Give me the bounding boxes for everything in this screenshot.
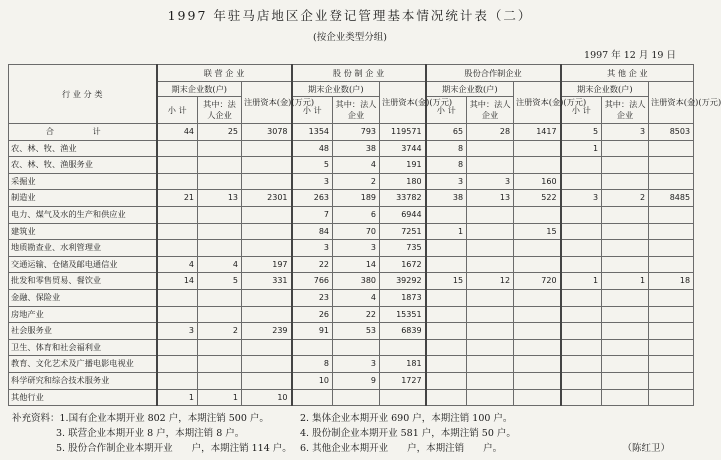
- table-cell: [514, 306, 561, 323]
- table-cell: [157, 289, 198, 306]
- table-cell: [198, 140, 242, 157]
- header-legal-person: 其中：法人企业: [198, 97, 242, 124]
- supplement-line-1: [12, 410, 513, 424]
- table-cell: 91: [292, 323, 333, 340]
- row-label: 地质勘查业、水利管理业: [9, 240, 157, 257]
- row-label: 卫生、体育和社会福利业: [9, 339, 157, 356]
- table-cell: 239: [242, 323, 292, 340]
- table-row: [9, 256, 694, 273]
- table-row: [9, 339, 694, 356]
- table-cell: 14: [157, 273, 198, 290]
- statistics-table: [8, 64, 721, 406]
- table-cell: [514, 256, 561, 273]
- table-cell: [649, 323, 694, 340]
- table-cell: [198, 372, 242, 389]
- table-cell: 38: [426, 190, 467, 207]
- table-cell: 70: [333, 223, 380, 240]
- table-cell: [649, 140, 694, 157]
- table-cell: 2: [333, 173, 380, 190]
- table-cell: [242, 173, 292, 190]
- table-cell: [467, 256, 514, 273]
- table-row: [9, 206, 694, 223]
- table-cell: 14: [333, 256, 380, 273]
- table-cell: [602, 389, 649, 406]
- table-cell: [602, 372, 649, 389]
- table-cell: [242, 356, 292, 373]
- row-label: 交通运输、仓储及邮电通信业: [9, 256, 157, 273]
- table-cell: 39292: [380, 273, 426, 290]
- table-cell: 3: [292, 240, 333, 257]
- table-cell: 1: [561, 140, 602, 157]
- table-cell: 189: [333, 190, 380, 207]
- table-cell: [649, 157, 694, 174]
- header-subtotal: 小 计: [426, 97, 467, 124]
- table-cell: 3744: [380, 140, 426, 157]
- row-label: 科学研究和综合技术服务业: [9, 372, 157, 389]
- table-cell: 1: [602, 273, 649, 290]
- table-cell: [467, 339, 514, 356]
- table-cell: [242, 339, 292, 356]
- table-cell: 10: [292, 372, 333, 389]
- table-cell: [157, 356, 198, 373]
- row-label: 教育、文化艺术及广播电影电视业: [9, 356, 157, 373]
- table-cell: 2: [198, 323, 242, 340]
- author-credit: （陈红卫）: [622, 443, 670, 454]
- table-cell: 3: [426, 173, 467, 190]
- table-cell: [602, 339, 649, 356]
- table-cell: 3078: [242, 124, 292, 141]
- table-cell: [602, 140, 649, 157]
- table-cell: [561, 356, 602, 373]
- table-cell: [426, 389, 467, 406]
- table-cell: [467, 323, 514, 340]
- table-cell: [561, 306, 602, 323]
- table-cell: 8: [426, 140, 467, 157]
- table-cell: [561, 206, 602, 223]
- table-cell: [467, 389, 514, 406]
- table-row: [9, 389, 694, 406]
- row-label: 其他行业: [9, 389, 157, 406]
- table-row: [9, 140, 694, 157]
- row-label: 采掘业: [9, 173, 157, 190]
- header-capital: 注册资本(金)(万元): [514, 82, 561, 124]
- table-cell: 119571: [380, 124, 426, 141]
- table-cell: [649, 173, 694, 190]
- table-cell: 522: [514, 190, 561, 207]
- table-cell: [242, 372, 292, 389]
- table-body: [9, 124, 694, 406]
- table-cell: 13: [198, 190, 242, 207]
- table-cell: [426, 339, 467, 356]
- table-cell: 4: [333, 157, 380, 174]
- table-cell: [602, 240, 649, 257]
- table-cell: [198, 173, 242, 190]
- table-cell: [198, 240, 242, 257]
- table-cell: [467, 140, 514, 157]
- table-cell: 23: [292, 289, 333, 306]
- row-label: 制造业: [9, 190, 157, 207]
- table-cell: 15: [514, 223, 561, 240]
- table-cell: 380: [333, 273, 380, 290]
- table-cell: 22: [292, 256, 333, 273]
- row-label: 农、林、牧、渔业: [9, 140, 157, 157]
- table-cell: 8485: [649, 190, 694, 207]
- table-cell: [242, 206, 292, 223]
- table-cell: 3: [333, 356, 380, 373]
- table-cell: 735: [380, 240, 426, 257]
- header-row-groups: [9, 65, 694, 82]
- supplement-text: 2. 集体企业本期开业 690 户，本期注销 100 户。: [300, 413, 513, 424]
- table-cell: [467, 223, 514, 240]
- table-row: [9, 223, 694, 240]
- table-cell: [649, 339, 694, 356]
- table-cell: 6944: [380, 206, 426, 223]
- table-cell: [649, 240, 694, 257]
- table-cell: 1417: [514, 124, 561, 141]
- table-cell: 1: [426, 223, 467, 240]
- table-cell: [426, 356, 467, 373]
- table-cell: [514, 339, 561, 356]
- table-cell: 766: [292, 273, 333, 290]
- table-cell: [602, 356, 649, 373]
- table-cell: 3: [467, 173, 514, 190]
- table-cell: [561, 323, 602, 340]
- header-group-shareholding: 股 份 制 企 业: [292, 65, 426, 82]
- row-label: 金融、保险业: [9, 289, 157, 306]
- table-cell: 160: [514, 173, 561, 190]
- table-row: [9, 173, 694, 190]
- table-cell: [380, 339, 426, 356]
- table-cell: [157, 240, 198, 257]
- supplement-text: 补充资料：1.国有企业本期开业 802 户，本期注销 500 户。: [12, 413, 269, 424]
- table-cell: 13: [467, 190, 514, 207]
- table-cell: 5: [292, 157, 333, 174]
- table-cell: [561, 389, 602, 406]
- table-cell: 1: [561, 273, 602, 290]
- table-cell: [649, 206, 694, 223]
- row-label: 房地产业: [9, 306, 157, 323]
- supplement-text: 4. 股份制企业本期开业 581 户，本期注销 50 户。: [300, 428, 516, 439]
- table-cell: [467, 206, 514, 223]
- table-cell: [242, 140, 292, 157]
- table-cell: [426, 306, 467, 323]
- table-row: [9, 356, 694, 373]
- header-legal-person: 其中：法人企业: [467, 97, 514, 124]
- table-cell: [157, 306, 198, 323]
- table-cell: 48: [292, 140, 333, 157]
- table-cell: 7251: [380, 223, 426, 240]
- table-cell: [157, 157, 198, 174]
- header-legal-person: 其中：法人企业: [333, 97, 380, 124]
- table-cell: 10: [242, 389, 292, 406]
- table-cell: [426, 206, 467, 223]
- header-count: 期末企业数(户): [561, 82, 649, 97]
- table-row-total: [9, 124, 694, 141]
- table-cell: 6: [333, 206, 380, 223]
- table-cell: 5: [198, 273, 242, 290]
- table-cell: [649, 223, 694, 240]
- table-cell: 720: [514, 273, 561, 290]
- table-cell: 180: [380, 173, 426, 190]
- table-cell: [602, 289, 649, 306]
- table-cell: 4: [198, 256, 242, 273]
- table-cell: 4: [333, 289, 380, 306]
- table-cell: [649, 306, 694, 323]
- table-row: [9, 306, 694, 323]
- table-cell: [333, 339, 380, 356]
- table-cell: [514, 206, 561, 223]
- table-cell: [292, 389, 333, 406]
- header-count: 期末企业数(户): [292, 82, 380, 97]
- table-cell: 38: [333, 140, 380, 157]
- table-cell: 15: [426, 273, 467, 290]
- table-cell: [467, 306, 514, 323]
- table-cell: 793: [333, 124, 380, 141]
- supplement-text: 6. 其他企业本期开业 户，本期注销 户。: [300, 443, 503, 454]
- table-cell: 8: [426, 157, 467, 174]
- table-cell: [649, 289, 694, 306]
- table-cell: [198, 356, 242, 373]
- table-cell: 3: [602, 124, 649, 141]
- header-legal-person: 其中：法人企业: [602, 97, 649, 124]
- table-cell: [514, 289, 561, 306]
- table-cell: [157, 339, 198, 356]
- page-subtitle: (按企业类型分组): [313, 32, 387, 43]
- table-cell: 8: [292, 356, 333, 373]
- row-label: 社会服务业: [9, 323, 157, 340]
- table-row: [9, 273, 694, 290]
- table-cell: [380, 389, 426, 406]
- table-cell: [561, 339, 602, 356]
- header-subtotal: 小 计: [561, 97, 602, 124]
- header-capital: 注册资本(金)(万元): [649, 82, 694, 124]
- row-label: 合 计: [9, 124, 157, 141]
- table-cell: 1: [198, 389, 242, 406]
- table-cell: 331: [242, 273, 292, 290]
- table-cell: 25: [198, 124, 242, 141]
- table-cell: [602, 323, 649, 340]
- header-count: 期末企业数(户): [426, 82, 514, 97]
- header-subtotal: 小 计: [157, 97, 198, 124]
- table-cell: [561, 372, 602, 389]
- table-cell: 263: [292, 190, 333, 207]
- table-cell: 3: [333, 240, 380, 257]
- table-cell: [561, 256, 602, 273]
- row-label: 电力、煤气及水的生产和供应业: [9, 206, 157, 223]
- table-cell: [602, 256, 649, 273]
- table-row: [9, 289, 694, 306]
- report-date: 1997 年 12 月 19 日: [584, 50, 676, 61]
- table-cell: [242, 223, 292, 240]
- table-cell: [157, 173, 198, 190]
- supplement-text: 5. 股份合作制企业本期开业 户，本期注销 114 户。: [56, 443, 292, 454]
- table-cell: [649, 372, 694, 389]
- supplement-text: 3. 联营企业本期开业 8 户，本期注销 8 户。: [56, 428, 245, 439]
- table-cell: [649, 356, 694, 373]
- table-cell: [157, 206, 198, 223]
- table-cell: [426, 372, 467, 389]
- table-cell: [426, 240, 467, 257]
- table-cell: [198, 157, 242, 174]
- table-cell: [198, 206, 242, 223]
- table-cell: 3: [157, 323, 198, 340]
- table-cell: [333, 389, 380, 406]
- table-cell: [198, 289, 242, 306]
- table-cell: 1672: [380, 256, 426, 273]
- table-cell: 1727: [380, 372, 426, 389]
- table-cell: [467, 372, 514, 389]
- header-group-joint: 联 营 企 业: [157, 65, 292, 82]
- table-cell: [242, 289, 292, 306]
- table-cell: [602, 306, 649, 323]
- table-cell: 22: [333, 306, 380, 323]
- table-cell: [157, 140, 198, 157]
- table-cell: 18: [649, 273, 694, 290]
- table-cell: 181: [380, 356, 426, 373]
- table-cell: 191: [380, 157, 426, 174]
- table-cell: 1873: [380, 289, 426, 306]
- table-cell: [514, 389, 561, 406]
- table-cell: [467, 356, 514, 373]
- table-cell: 9: [333, 372, 380, 389]
- table-cell: [467, 240, 514, 257]
- table-row: [9, 240, 694, 257]
- header-capital: 注册资本(金)(万元): [242, 82, 292, 124]
- table-cell: [561, 157, 602, 174]
- table-cell: 12: [467, 273, 514, 290]
- row-label: 建筑业: [9, 223, 157, 240]
- table-row: [9, 323, 694, 340]
- table-cell: 1: [157, 389, 198, 406]
- table-cell: [157, 372, 198, 389]
- table-cell: [426, 323, 467, 340]
- table-cell: 15351: [380, 306, 426, 323]
- header-capital: 注册资本(金)(万元): [380, 82, 426, 124]
- table-cell: 4: [157, 256, 198, 273]
- table-cell: [426, 256, 467, 273]
- table-cell: [649, 256, 694, 273]
- table-cell: [602, 206, 649, 223]
- supplement-line-2: [56, 425, 516, 439]
- table-cell: 3: [561, 190, 602, 207]
- table-cell: [426, 289, 467, 306]
- row-label: 批发和零售贸易、餐饮业: [9, 273, 157, 290]
- table-cell: [198, 306, 242, 323]
- table-cell: 2301: [242, 190, 292, 207]
- row-label: 农、林、牧、渔服务业: [9, 157, 157, 174]
- table-cell: [198, 223, 242, 240]
- table-cell: [157, 223, 198, 240]
- table-cell: 5: [561, 124, 602, 141]
- header-count: 期末企业数(户): [157, 82, 242, 97]
- table-cell: [561, 223, 602, 240]
- table-cell: 28: [467, 124, 514, 141]
- table-row: [9, 157, 694, 174]
- table-cell: 44: [157, 124, 198, 141]
- table-cell: [467, 289, 514, 306]
- table-cell: 1354: [292, 124, 333, 141]
- table-cell: [514, 372, 561, 389]
- table-cell: 65: [426, 124, 467, 141]
- table-cell: [649, 389, 694, 406]
- table-row: [9, 372, 694, 389]
- table-cell: 33782: [380, 190, 426, 207]
- table-cell: 7: [292, 206, 333, 223]
- table-cell: [242, 306, 292, 323]
- table-cell: [561, 240, 602, 257]
- table-cell: [561, 173, 602, 190]
- table-cell: 8503: [649, 124, 694, 141]
- page-title: 1997 年驻马店地区企业登记管理基本情况统计表（二）: [167, 8, 533, 23]
- table-cell: 26: [292, 306, 333, 323]
- table-cell: 2: [602, 190, 649, 207]
- header-industry: 行 业 分 类: [9, 65, 157, 124]
- table-cell: 6839: [380, 323, 426, 340]
- table-cell: [514, 140, 561, 157]
- table-cell: [467, 157, 514, 174]
- table-cell: [242, 157, 292, 174]
- table-cell: [514, 157, 561, 174]
- table-cell: [242, 240, 292, 257]
- header-group-cooperative: 股份合作制企业: [426, 65, 561, 82]
- table-cell: 197: [242, 256, 292, 273]
- header-subtotal: 小 计: [292, 97, 333, 124]
- table-cell: [514, 240, 561, 257]
- table-cell: [602, 157, 649, 174]
- table-cell: [292, 339, 333, 356]
- header-group-other: 其 他 企 业: [561, 65, 694, 82]
- table-row: [9, 190, 694, 207]
- table-cell: [602, 173, 649, 190]
- table-cell: [561, 289, 602, 306]
- table-cell: 21: [157, 190, 198, 207]
- table-cell: [514, 356, 561, 373]
- table-cell: [602, 223, 649, 240]
- table-cell: [198, 339, 242, 356]
- table-cell: 84: [292, 223, 333, 240]
- table-cell: [514, 323, 561, 340]
- table-cell: 3: [292, 173, 333, 190]
- supplement-line-3: [56, 440, 503, 454]
- table-cell: 53: [333, 323, 380, 340]
